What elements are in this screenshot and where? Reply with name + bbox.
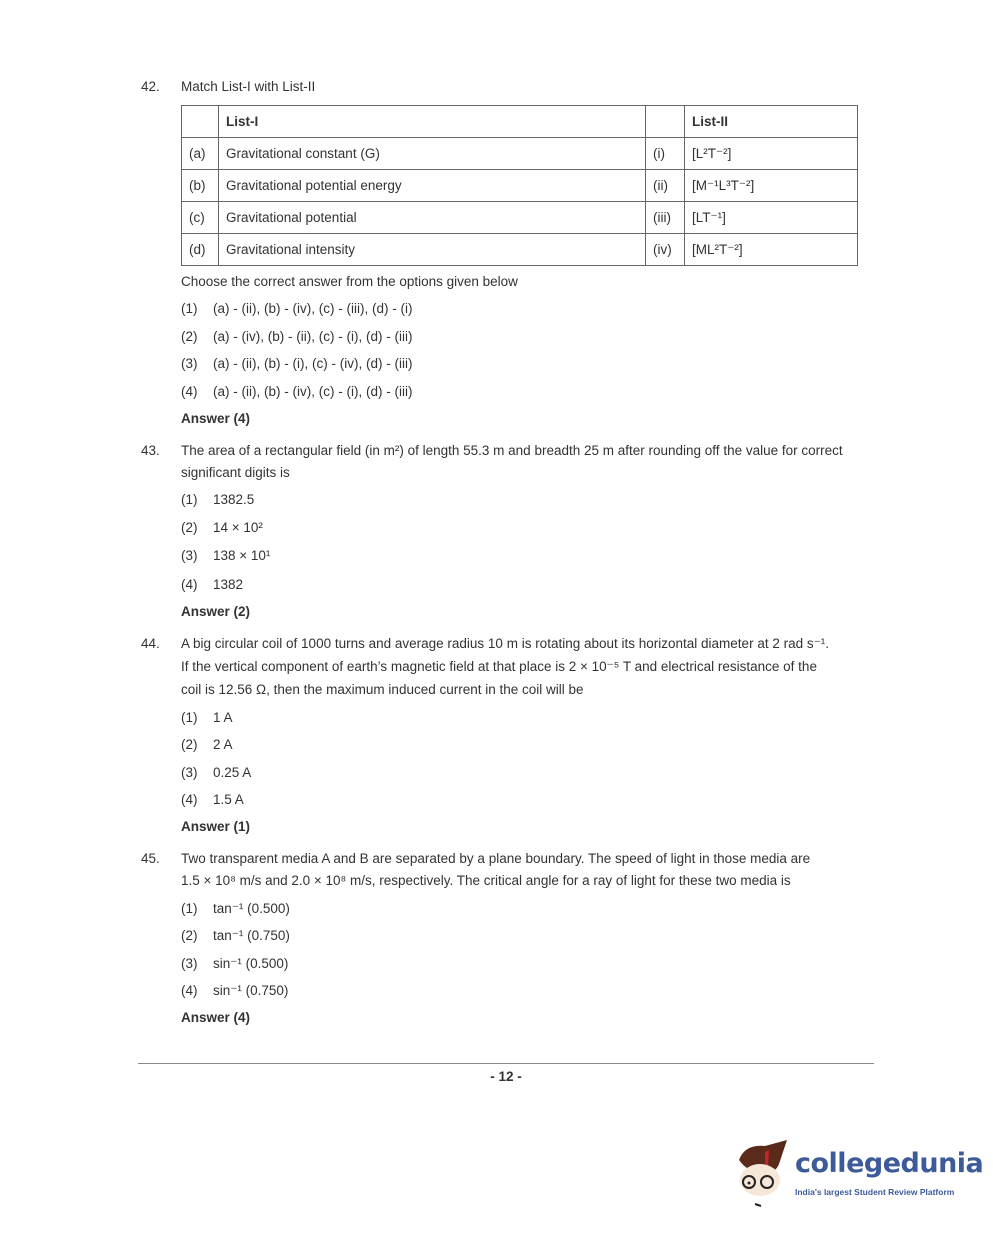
option-text: sin⁻¹ (0.750)	[213, 983, 289, 998]
option-number: (1)	[181, 901, 198, 916]
option-text: (a) - (iv), (b) - (ii), (c) - (i), (d) - (iii)	[213, 329, 413, 344]
question-number: 43.	[141, 443, 160, 458]
table-row	[182, 138, 858, 170]
option	[181, 384, 412, 400]
cell: (ii)	[645, 170, 684, 202]
table-row	[182, 234, 858, 266]
question-text: significant digits is	[181, 465, 290, 480]
option	[181, 356, 412, 372]
answer: Answer (4)	[181, 1010, 251, 1025]
option	[181, 792, 244, 808]
cell: Gravitational potential	[219, 202, 646, 234]
answer: Answer (4)	[181, 411, 251, 426]
brand-tagline: India's largest Student Review Platform	[795, 1187, 955, 1197]
option	[181, 577, 243, 593]
option-number: (4)	[181, 792, 198, 807]
option-text: tan⁻¹ (0.500)	[213, 901, 290, 916]
option-number: (3)	[181, 956, 198, 971]
option-text: 0.25 A	[213, 765, 252, 780]
question-text: A big circular coil of 1000 turns and average radius 10 m is rotating about its horizontal diameter at 2 rad s⁻¹.	[181, 636, 829, 651]
option-number: (3)	[181, 356, 198, 371]
table-row	[182, 170, 858, 202]
cell: Gravitational constant (G)	[219, 138, 646, 170]
table-row	[182, 202, 858, 234]
option-text: tan⁻¹ (0.750)	[213, 928, 290, 943]
question-number: 42.	[141, 79, 160, 94]
option-text: (a) - (ii), (b) - (iv), (c) - (i), (d) - (iii)	[213, 384, 413, 399]
cell: Gravitational potential energy	[219, 170, 646, 202]
option	[181, 710, 233, 726]
option	[181, 520, 263, 536]
question-text: Two transparent media A and B are separated by a plane boundary. The speed of light in those media are	[181, 851, 811, 866]
option-number: (2)	[181, 520, 198, 535]
instruction-text: Choose the correct answer from the options given below	[181, 274, 518, 289]
question-text: If the vertical component of earth’s magnetic field at that place is 2 × 10⁻⁵ T and electrical resistance of the	[181, 659, 817, 674]
question-text: The area of a rectangular field (in m²) of length 55.3 m and breadth 25 m after rounding off the value for correct	[181, 443, 843, 458]
question-text: coil is 12.56 Ω, then the maximum induced current in the coil will be	[181, 682, 584, 697]
option	[181, 548, 270, 564]
option	[181, 301, 412, 317]
cell: [L²T⁻²]	[684, 138, 857, 170]
footer-divider	[138, 1063, 874, 1064]
cell: (d)	[182, 234, 219, 266]
question-text: Match List-I with List-II	[181, 79, 316, 94]
option-number: (2)	[181, 737, 198, 752]
cell: [ML²T⁻²]	[684, 234, 857, 266]
option-text: 1 A	[213, 710, 233, 725]
mascot-icon	[735, 1138, 793, 1210]
collegedunia-logo	[735, 1138, 984, 1210]
option	[181, 928, 290, 944]
page-number: - 12 -	[490, 1069, 522, 1084]
question-number: 44.	[141, 636, 160, 651]
list-1-header: List-I	[219, 106, 646, 138]
option-number: (2)	[181, 329, 198, 344]
list-2-header: List-II	[684, 106, 857, 138]
option	[181, 765, 251, 781]
cell: (c)	[182, 202, 219, 234]
option-text: (a) - (ii), (b) - (iv), (c) - (iii), (d) - (i)	[213, 301, 413, 316]
option-number: (4)	[181, 384, 198, 399]
option-text: 138 × 10¹	[213, 548, 271, 563]
cell: (b)	[182, 170, 219, 202]
option	[181, 956, 288, 972]
option-number: (3)	[181, 765, 198, 780]
option	[181, 492, 254, 508]
option-text: 2 A	[213, 737, 233, 752]
option-text: sin⁻¹ (0.500)	[213, 956, 289, 971]
option-text: 1.5 A	[213, 792, 244, 807]
option-text: 14 × 10²	[213, 520, 263, 535]
option-text: 1382.5	[213, 492, 255, 507]
cell: (i)	[645, 138, 684, 170]
cell: [LT⁻¹]	[684, 202, 857, 234]
answer: Answer (2)	[181, 604, 251, 619]
option-number: (1)	[181, 301, 198, 316]
option-text: (a) - (ii), (b) - (i), (c) - (iv), (d) - (iii)	[213, 356, 413, 371]
option-number: (4)	[181, 983, 198, 998]
question-text: 1.5 × 10⁸ m/s and 2.0 × 10⁸ m/s, respectively. The critical angle for a ray of light for these two media is	[181, 873, 791, 888]
cell: Gravitational intensity	[219, 234, 646, 266]
option-number: (2)	[181, 928, 198, 943]
option-number: (3)	[181, 548, 198, 563]
match-table	[181, 105, 858, 266]
option-number: (4)	[181, 577, 198, 592]
option	[181, 737, 233, 753]
cell: (a)	[182, 138, 219, 170]
answer: Answer (1)	[181, 819, 251, 834]
option	[181, 901, 290, 917]
brand-name: collegedunia	[795, 1148, 984, 1179]
cell: [M⁻¹L³T⁻²]	[684, 170, 857, 202]
question-number: 45.	[141, 851, 160, 866]
cell: (iii)	[645, 202, 684, 234]
option	[181, 983, 288, 999]
option-number: (1)	[181, 492, 198, 507]
cell: (iv)	[645, 234, 684, 266]
option	[181, 329, 412, 345]
option-text: 1382	[213, 577, 244, 592]
option-number: (1)	[181, 710, 198, 725]
